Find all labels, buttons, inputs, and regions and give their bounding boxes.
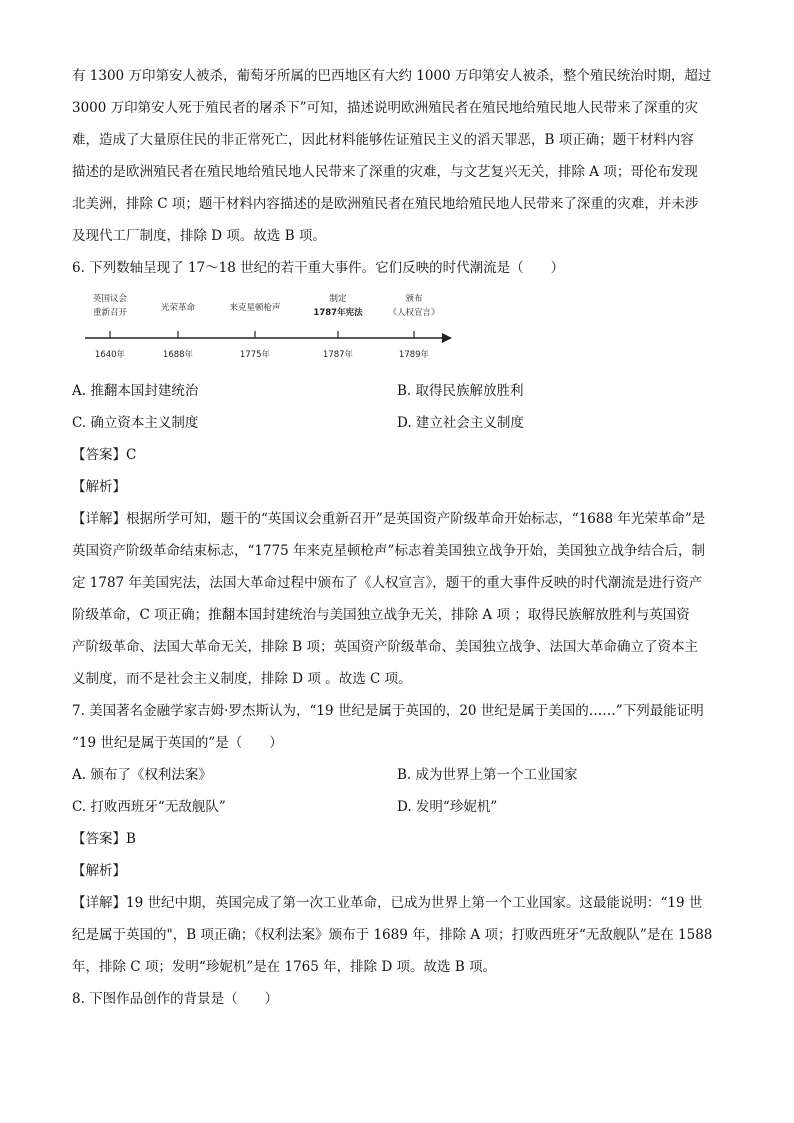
- timeline-figure: [72, 286, 722, 371]
- timeline-event-label: 1787年宪法: [313, 308, 363, 318]
- text-line: 描述的是欧洲殖民者在殖民地给殖民地人民带来了深重的灾难，与文艺复兴无关，排除 A 项；哥伦布发现: [72, 164, 698, 180]
- option-d[interactable]: D. 建立社会主义制度: [397, 415, 524, 431]
- question-6: [72, 252, 722, 695]
- detail-line: 产阶级革命、法国大革命无关，排除 B 项；英国资产阶级革命、美国独立战争、法国大革命确立了资本主: [72, 639, 699, 655]
- option-d[interactable]: D. 发明“珍妮机”: [397, 799, 498, 815]
- option-c[interactable]: C. 确立资本主义制度: [72, 415, 199, 431]
- timeline-event-label: 《人权宣言》: [388, 308, 440, 318]
- options-grid: [72, 759, 722, 823]
- text-line: 及现代工厂制度，排除 D 项。故选 B 项。: [72, 228, 326, 244]
- timeline-event-label: 重新召开: [92, 308, 128, 318]
- timeline-event-label: 颁布: [405, 294, 423, 304]
- detail-line: 义制度，而不是社会主义制度，排除 D 项 。故选 C 项。: [72, 671, 412, 687]
- options-grid: [72, 375, 722, 439]
- answer-line: [72, 823, 722, 855]
- timeline-year-label: 1688年: [162, 350, 194, 360]
- option-b[interactable]: B. 成为世界上第一个工业国家: [397, 767, 578, 783]
- option-b[interactable]: B. 取得民族解放胜利: [397, 383, 524, 399]
- detail-line: 英国资产阶级革命结束标志，“1775 年来克星顿枪声”标志着美国独立战争开始，美国独立战争结合后，制: [72, 543, 705, 559]
- answer-value: B: [126, 831, 136, 847]
- text-line: 3000 万印第安人死于殖民者的屠杀下”可知，描述说明欧洲殖民者在殖民地给殖民地人民带来了深重的灾: [72, 100, 699, 116]
- timeline-event-label: 光荣革命: [160, 303, 196, 313]
- question-stem: 7. 美国著名金融学家吉姆·罗杰斯认为，“19 世纪是属于英国的，20 世纪是属于美国的……”下列最能证明: [72, 703, 704, 719]
- question-stem: “19 世纪是属于英国的”是（ ）: [72, 735, 283, 751]
- text-line: 有 1300 万印第安人被杀，葡萄牙所属的巴西地区有大约 1000 万印第安人被杀，整个殖民统治时期，超过: [72, 68, 712, 84]
- option-a[interactable]: A. 颁布了《权利法案》: [72, 767, 212, 783]
- question-8: [72, 983, 722, 1015]
- question-stem: 6. 下列数轴呈现了 17～18 世纪的若干重大事件。它们反映的时代潮流是（ ）: [72, 260, 565, 276]
- text-line: 难，造成了大量原住民的非正常死亡，因此材料能够佐证殖民主义的滔天罪恶，B 项正确；题干材料内容: [72, 132, 694, 148]
- timeline-year-label: 1789年: [398, 350, 430, 360]
- question-7: [72, 695, 722, 983]
- detail-line: 【详解】根据所学可知，题干的“英国议会重新召开”是英国资产阶级革命开始标志，“1688 年光荣革命”是: [72, 511, 706, 527]
- text-line: 北美洲，排除 C 项；题干材料内容描述的是欧洲殖民者在殖民地给殖民地人民带来了深重的灾难，并未涉: [72, 196, 699, 212]
- analysis-tag: 【解析】: [72, 863, 126, 879]
- option-c[interactable]: C. 打败西班牙“无敌舰队”: [72, 799, 226, 815]
- timeline-svg: [80, 286, 460, 366]
- answer-value: C: [126, 447, 137, 463]
- document-page: [72, 60, 722, 1015]
- detail-line: 【详解】19 世纪中期，英国完成了第一次工业革命，已成为世界上第一个工业国家。这最能说明：“19 世: [72, 895, 703, 911]
- timeline-year-label: 1640年: [94, 350, 126, 360]
- timeline-arrow: [442, 333, 452, 343]
- option-a[interactable]: A. 推翻本国封建统治: [72, 383, 199, 399]
- detail-line: 定 1787 年美国宪法，法国大革命过程中颁布了《人权宣言》，题干的重大事件反映的时代潮流是进行资产: [72, 575, 703, 591]
- detail-line: 阶级革命，C 项正确；推翻本国封建统治与美国独立战争无关，排除 A 项 ；取得民族解放胜利与英国资: [72, 607, 690, 623]
- answer-tag: 【答案】: [72, 447, 126, 463]
- question-stem: 8. 下图作品创作的背景是（ ）: [72, 991, 279, 1007]
- previous-explanation: [72, 60, 722, 252]
- answer-line: [72, 439, 722, 471]
- timeline-event-label: 英国议会: [92, 294, 128, 304]
- timeline-event-label: 来克星顿枪声: [229, 303, 281, 313]
- analysis-tag: 【解析】: [72, 479, 126, 495]
- timeline-year-label: 1775年: [239, 350, 271, 360]
- detail-line: 年，排除 C 项；发明“珍妮机”是在 1765 年，排除 D 项。故选 B 项。: [72, 959, 497, 975]
- timeline-year-label: 1787年: [322, 350, 354, 360]
- answer-tag: 【答案】: [72, 831, 126, 847]
- detail-line: 纪是属于英国的"，B 项正确；《权利法案》颁布于 1689 年，排除 A 项；打败西班牙“无敌舰队”是在 1588: [72, 927, 713, 943]
- timeline-event-label: 制定: [329, 294, 347, 304]
